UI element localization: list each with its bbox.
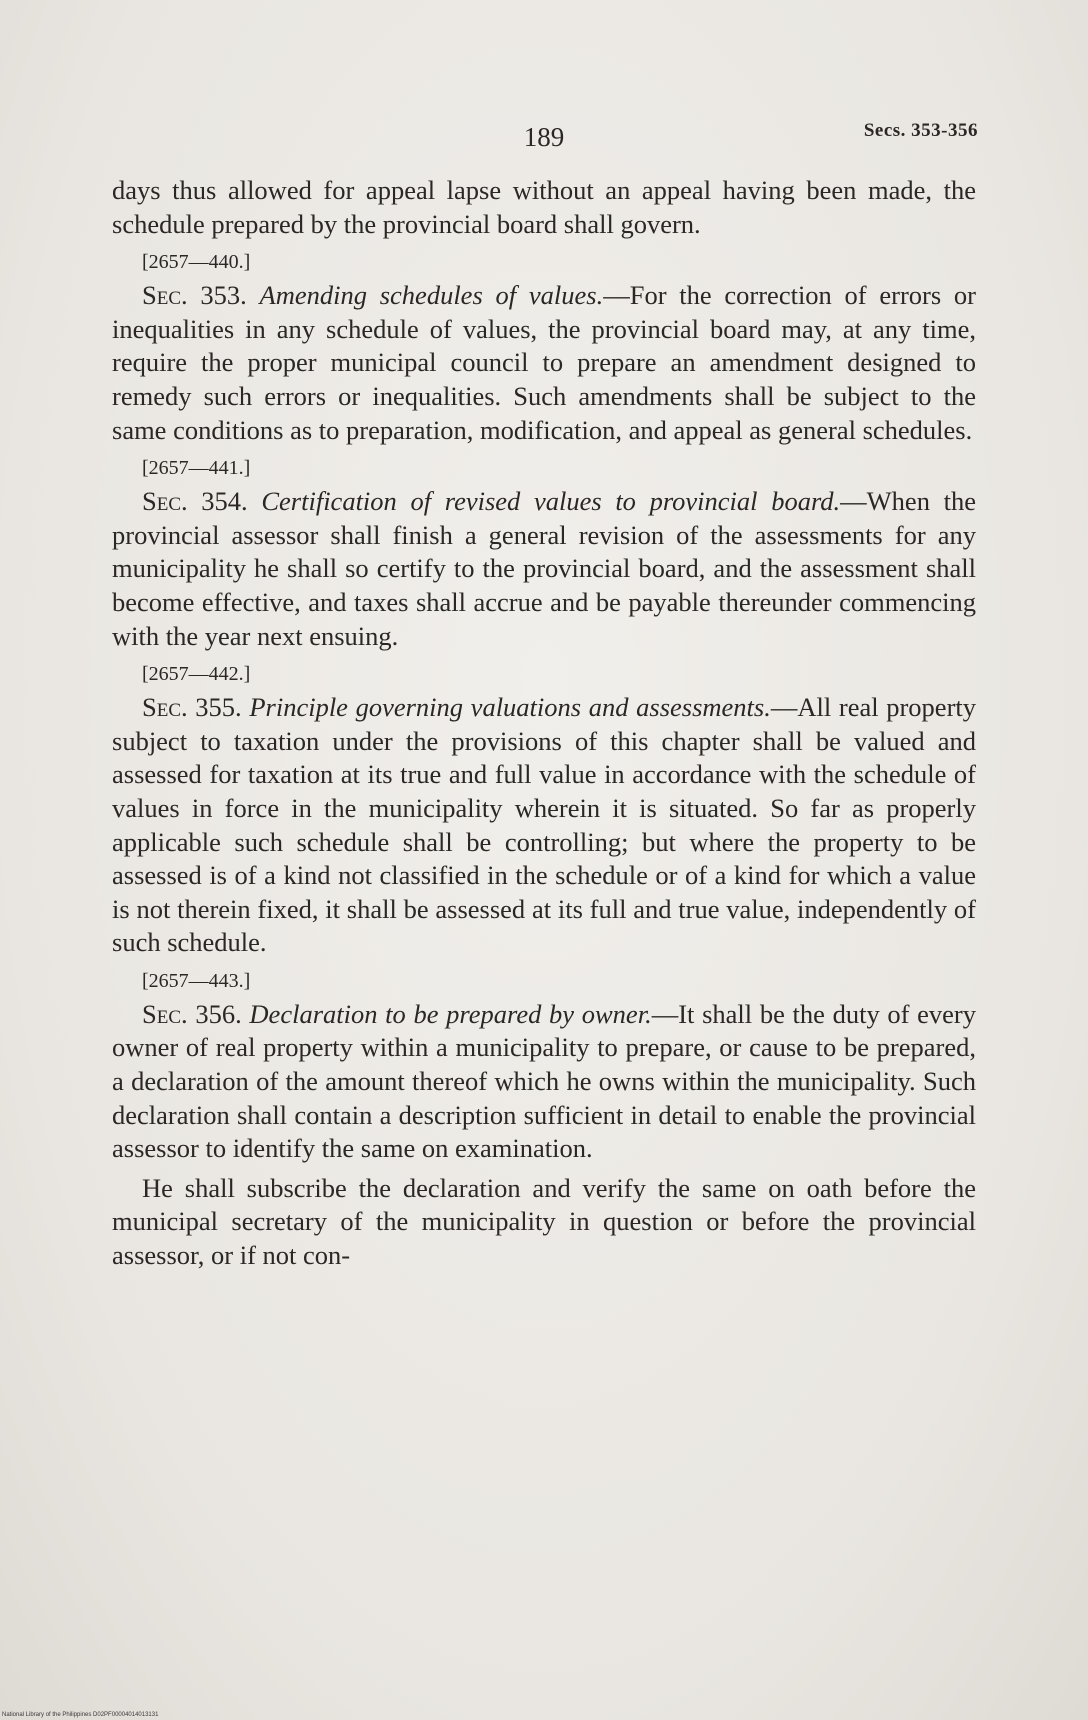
body-text — [112, 174, 976, 1273]
running-head: Secs. 353-356 — [863, 120, 978, 141]
section-354-title: Certification of revised values to provincial board. — [261, 486, 841, 517]
section-355-title: Principle governing valuations and assessments. — [249, 692, 771, 723]
section-355-label: Sec. 355. — [142, 692, 242, 723]
paragraph-continuation: days thus allowed for appeal lapse without an appeal having been made, the schedule prepared by the provincial board shall govern. — [112, 175, 976, 239]
citation-353: [2657—440.] — [142, 251, 251, 274]
paragraph-final: He shall subscribe the declaration and verify the same on oath before the municipal secretary of the municipality in question or before the provincial assessor, or if not con- — [112, 1172, 976, 1271]
section-353 — [112, 279, 976, 447]
citation-354: [2657—441.] — [142, 457, 251, 480]
section-356-text: —It shall be the duty of every owner of real property within a municipality to prepare, or cause to be prepared, a declaration of the amount thereof which he owns within the municipality. Such declaration shall contain a description sufficient in detail to enable the provincial assessor to identify the same on examination. — [112, 998, 977, 1164]
citation-356: [2657—443.] — [142, 969, 251, 992]
page-header — [110, 118, 978, 158]
section-354-label: Sec. 354. — [142, 486, 248, 517]
section-356-label: Sec. 356. — [142, 998, 242, 1029]
page-number: 189 — [523, 122, 565, 152]
section-353-label: Sec. 353. — [142, 280, 247, 311]
section-354-text: —When the provincial assessor shall finish a general revision of the assessments for any municipality he shall so certify to the provincial board, and the assessment shall become effective, and taxes shall accrue and be payable thereunder commencing with the year next ensuing. — [112, 486, 976, 651]
citation-355: [2657—442.] — [142, 663, 251, 686]
section-353-title: Amending schedules of values. — [259, 280, 604, 311]
section-353-text: —For the correction of errors or inequalities in any schedule of values, the provincial board may, at any time, require the proper municipal council to prepare an amendment designed to remedy such errors or inequalities. Such amendments shall be subject to the same conditions as to preparation, modification, and appeal as general schedules. — [112, 280, 976, 445]
section-355 — [112, 691, 976, 960]
section-355-text: —All real property subject to taxation under the provisions of this chapter shall be valued and assessed for taxation at its true and full value in accordance with the schedule of values in force in the municipality wherein it is situated. So far as properly applicable such schedule shall be controlling; but where the property to be assessed is of a kind not classified in the schedule or of a kind for which a value is not therein fixed, it shall be assessed at its full and true value, independently of such schedule. — [112, 692, 976, 958]
library-stamp: National Library of the Philippines D02PF00004014013131 — [2, 1712, 159, 1718]
section-356 — [112, 998, 976, 1166]
section-356-title: Declaration to be prepared by owner. — [249, 998, 652, 1029]
section-354 — [112, 485, 976, 653]
